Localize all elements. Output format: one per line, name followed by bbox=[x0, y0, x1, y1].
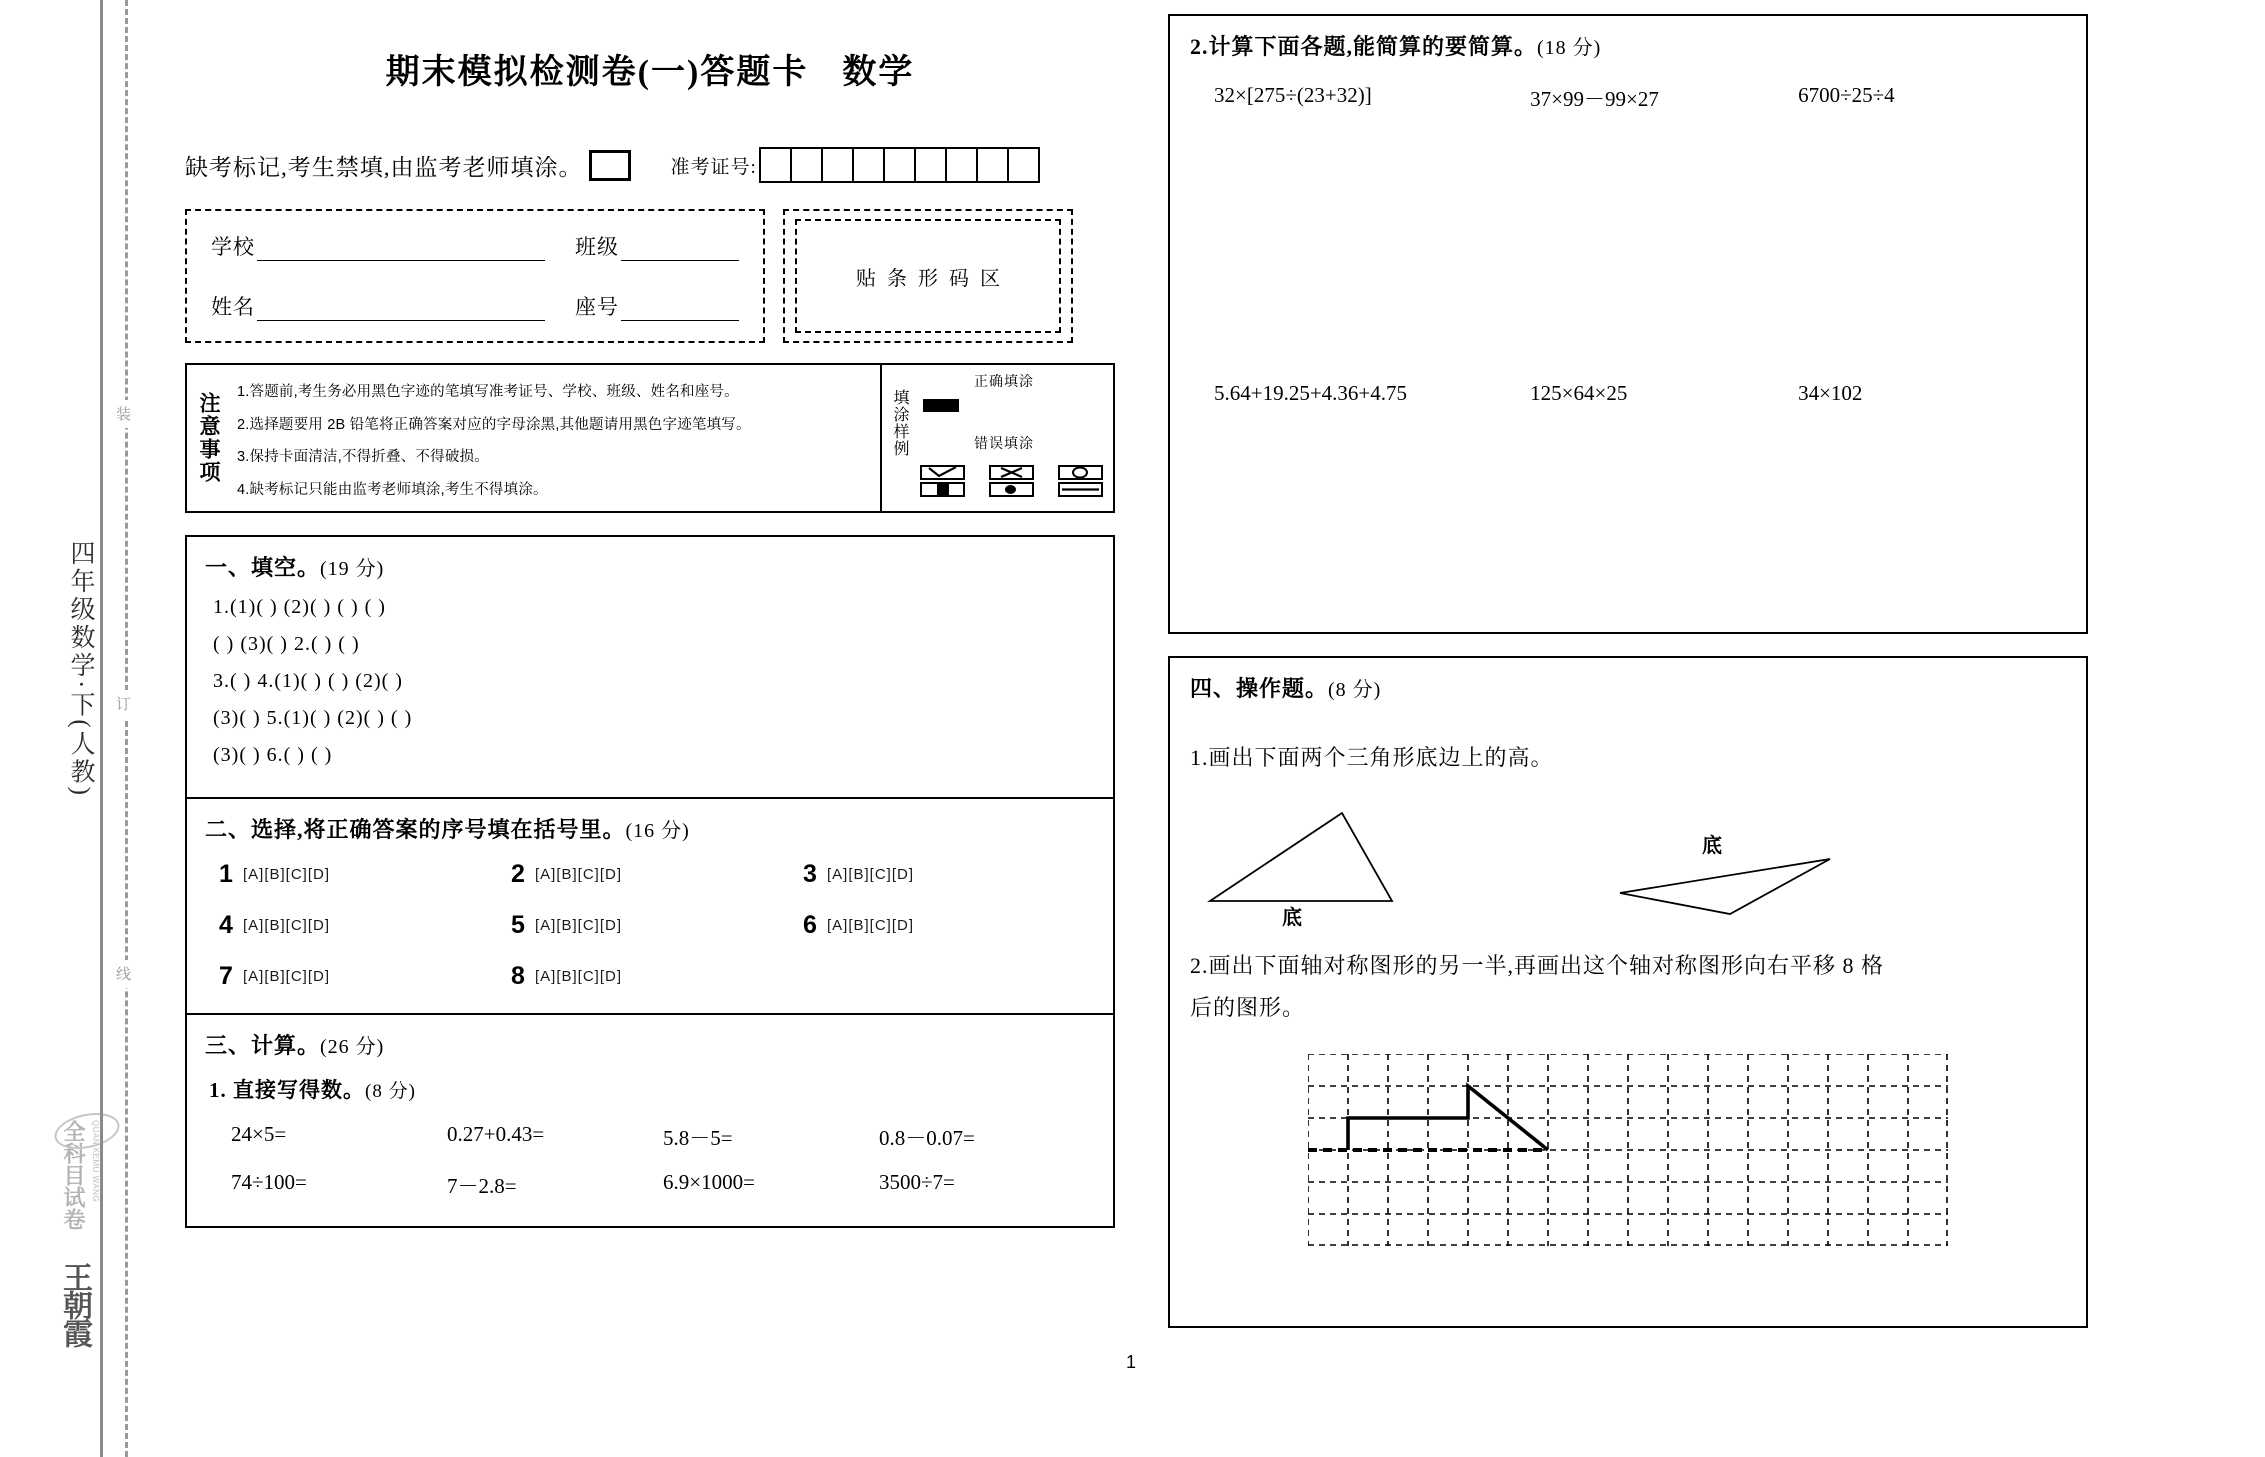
cross-mark-icon bbox=[989, 465, 1034, 480]
triangle-shapes-svg[interactable] bbox=[1190, 789, 2050, 939]
calc-question[interactable]: 32×[275÷(23+32)] bbox=[1214, 83, 1372, 107]
section1-points: (19 分) bbox=[320, 558, 385, 580]
section3-points: (26 分) bbox=[320, 1036, 385, 1058]
section3-sub2-title: 2.计算下面各题,能简算的要简算。 bbox=[1190, 34, 1538, 59]
fill-sample-label: 填涂样例 bbox=[891, 389, 908, 457]
choice-number: 8 bbox=[511, 962, 525, 990]
admission-cell[interactable] bbox=[1009, 149, 1038, 181]
notes-list bbox=[231, 365, 880, 511]
oral-question[interactable]: 0.27+0.43= bbox=[447, 1122, 545, 1146]
admission-cell[interactable] bbox=[792, 149, 823, 181]
choice-item-6[interactable] bbox=[803, 911, 1095, 940]
seat-input[interactable] bbox=[621, 300, 739, 321]
seat-label: 座号 bbox=[575, 295, 619, 319]
choice-bubbles[interactable]: [A][B][C][D] bbox=[535, 917, 623, 934]
choice-item-4[interactable] bbox=[219, 911, 511, 940]
admission-number-label: 准考证号: bbox=[670, 156, 757, 178]
choice-number: 4 bbox=[219, 911, 233, 939]
section3-sub2-heading bbox=[1190, 30, 2066, 61]
calc-row-2 bbox=[1214, 381, 2066, 406]
fill-answer-row[interactable]: 3.( ) 4.(1)( ) ( ) (2)( ) bbox=[213, 670, 403, 692]
page-title-subject: 数学 bbox=[842, 54, 915, 91]
symmetry-grid-figure[interactable] bbox=[1190, 1054, 2066, 1246]
admission-cell[interactable] bbox=[978, 149, 1009, 181]
oral-question[interactable]: 5.8－5= bbox=[663, 1126, 733, 1150]
choice-bubbles[interactable]: [A][B][C][D] bbox=[243, 866, 331, 883]
note-item: 4.缺考标记只能由监考老师填涂,考生不得填涂。 bbox=[237, 482, 548, 499]
section2-title: 二、选择,将正确答案的序号填在括号里。 bbox=[205, 817, 626, 842]
notes-title: 注意事项 bbox=[197, 392, 221, 484]
cut-mark-xian: 线 bbox=[112, 960, 133, 988]
section3-heading bbox=[205, 1029, 1095, 1060]
choice-number: 2 bbox=[511, 860, 525, 888]
school-input[interactable] bbox=[257, 240, 545, 261]
symmetry-grid-svg[interactable] bbox=[1308, 1054, 1948, 1246]
oral-question[interactable]: 7－2.8= bbox=[447, 1174, 517, 1198]
cut-dashed-line bbox=[125, 0, 128, 1457]
choice-bubbles[interactable]: [A][B][C][D] bbox=[827, 917, 915, 934]
wrong-fill-label: 错误填涂 bbox=[974, 437, 1034, 452]
right-column bbox=[1168, 14, 2088, 1328]
wrong-example-circle bbox=[1058, 465, 1103, 499]
calc-row-1 bbox=[1214, 83, 2066, 113]
section4-q2-line1: 2.画出下面轴对称图形的另一半,再画出这个轴对称图形向右平移 8 格 bbox=[1190, 952, 1885, 978]
wrong-fill-examples bbox=[920, 465, 1103, 499]
section2-points: (16 分) bbox=[625, 820, 690, 842]
choice-bubbles[interactable]: [A][B][C][D] bbox=[243, 917, 331, 934]
choice-number: 3 bbox=[803, 860, 817, 888]
choice-number: 5 bbox=[511, 911, 525, 939]
oral-question[interactable]: 3500÷7= bbox=[879, 1170, 955, 1194]
oral-question[interactable]: 6.9×1000= bbox=[663, 1170, 755, 1194]
triangles-figure bbox=[1190, 789, 2066, 939]
oral-question[interactable]: 24×5= bbox=[231, 1122, 287, 1146]
calc-question[interactable]: 125×64×25 bbox=[1530, 381, 1628, 405]
section-operations bbox=[1168, 656, 2088, 1328]
notes-section bbox=[185, 363, 1115, 513]
class-label: 班级 bbox=[575, 235, 619, 259]
oral-calc-row-1 bbox=[231, 1122, 1095, 1152]
section-multiple-choice bbox=[185, 799, 1115, 1015]
name-input[interactable] bbox=[257, 300, 545, 321]
section3-title: 三、计算。 bbox=[205, 1033, 321, 1058]
dot-fill-icon bbox=[989, 482, 1034, 497]
choice-bubbles[interactable]: [A][B][C][D] bbox=[827, 866, 915, 883]
choice-item-5[interactable] bbox=[511, 911, 803, 940]
choice-number: 6 bbox=[803, 911, 817, 939]
absent-mark-row bbox=[185, 147, 1115, 183]
section4-question-1: 1.画出下面两个三角形底边上的高。 bbox=[1190, 745, 1554, 770]
school-class-line bbox=[211, 231, 739, 261]
admission-cell[interactable] bbox=[885, 149, 916, 181]
brand-name-cn: 王朝霞 bbox=[58, 1262, 91, 1346]
oral-calc-row-2 bbox=[231, 1170, 1095, 1200]
wrong-example-check bbox=[920, 465, 965, 499]
section3-sub1-heading bbox=[209, 1074, 1095, 1104]
choice-item-8[interactable] bbox=[511, 962, 803, 991]
section2-heading bbox=[205, 813, 1095, 844]
class-input[interactable] bbox=[621, 240, 739, 261]
choice-bubbles[interactable]: [A][B][C][D] bbox=[535, 968, 623, 985]
logo-text: 全科目试卷 bbox=[61, 1120, 86, 1230]
fill-answer-row[interactable]: ( ) (3)( ) 2.( ) ( ) bbox=[213, 633, 360, 655]
calc-question[interactable]: 5.64+19.25+4.36+4.75 bbox=[1214, 381, 1408, 405]
cut-mark-zhuang: 装 bbox=[112, 400, 133, 428]
choice-number: 7 bbox=[219, 962, 233, 990]
admission-cell[interactable] bbox=[916, 149, 947, 181]
student-info-box bbox=[185, 209, 765, 343]
section3-sub1-points: (8 分) bbox=[365, 1081, 416, 1102]
triangle-base-label-left: 底 bbox=[1282, 906, 1302, 929]
barcode-area-label: 贴条形码区 bbox=[795, 219, 1061, 333]
section4-heading bbox=[1190, 672, 2066, 703]
half-fill-icon bbox=[920, 482, 965, 497]
section4-question-2 bbox=[1190, 945, 2066, 1029]
page-number: 1 bbox=[1126, 1352, 1137, 1372]
calc-question[interactable]: 34×102 bbox=[1798, 381, 1863, 405]
spine-subject-title: 四年级数学·下(人教) bbox=[67, 540, 94, 798]
section-computation bbox=[185, 1015, 1115, 1228]
choice-bubbles[interactable]: [A][B][C][D] bbox=[243, 968, 331, 985]
check-mark-icon bbox=[920, 465, 965, 480]
fill-answer-row[interactable]: 1.(1)( ) (2)( ) ( ) ( ) bbox=[213, 596, 386, 618]
school-label: 学校 bbox=[211, 235, 255, 259]
absent-notice-text: 缺考标记,考生禁填,由监考老师填涂。 bbox=[185, 154, 583, 180]
correct-fill-label: 正确填涂 bbox=[974, 375, 1034, 390]
section4-points: (8 分) bbox=[1328, 679, 1382, 701]
barcode-area bbox=[783, 209, 1073, 343]
section1-title: 一、填空。 bbox=[205, 555, 321, 580]
calc-question[interactable]: 6700÷25÷4 bbox=[1798, 83, 1895, 107]
fill-answer-row[interactable]: (3)( ) 5.(1)( ) (2)( ) ( ) bbox=[213, 707, 413, 729]
admission-number-grid[interactable] bbox=[759, 147, 1040, 183]
oral-question[interactable]: 0.8－0.07= bbox=[879, 1126, 975, 1150]
circle-mark-icon bbox=[1058, 465, 1103, 480]
cut-mark-ding: 订 bbox=[112, 690, 133, 718]
name-seat-line bbox=[211, 291, 739, 321]
choice-item-2[interactable] bbox=[511, 860, 803, 889]
section-fill-in-blanks bbox=[185, 535, 1115, 799]
strike-mark-icon bbox=[1058, 482, 1103, 497]
triangle-base-label-right: 底 bbox=[1702, 834, 1722, 857]
logo-pinyin: QUAN KEMU WANG bbox=[91, 1120, 100, 1203]
oral-question[interactable]: 74÷100= bbox=[231, 1170, 307, 1194]
left-column bbox=[185, 14, 1115, 1228]
admission-cell[interactable] bbox=[854, 149, 885, 181]
section-simplified-calculation bbox=[1168, 14, 2088, 634]
note-item: 1.答题前,考生务必用黑色字迹的笔填写准考证号、学校、班级、姓名和座号。 bbox=[237, 383, 739, 400]
wrong-example-cross bbox=[989, 465, 1034, 499]
section3-sub2-points: (18 分) bbox=[1537, 37, 1602, 59]
page-title-main: 期末模拟检测卷(一)答题卡 bbox=[385, 54, 809, 91]
section3-sub1-title: 1. 直接写得数。 bbox=[209, 1078, 365, 1102]
section1-heading bbox=[205, 551, 1095, 582]
student-info-wrapper bbox=[185, 209, 1115, 343]
note-item: 2.选择题要用 2B 铅笔将正确答案对应的字母涂黑,其他题请用黑色字迹笔填写。 bbox=[237, 416, 751, 433]
section4-q2-line2: 后的图形。 bbox=[1190, 994, 1306, 1020]
absent-checkbox[interactable] bbox=[589, 150, 631, 181]
name-label: 姓名 bbox=[211, 295, 255, 319]
admission-cell[interactable] bbox=[947, 149, 978, 181]
choice-item-7[interactable] bbox=[219, 962, 511, 991]
correct-fill-mark bbox=[923, 399, 959, 412]
choice-item-3[interactable] bbox=[803, 860, 1095, 889]
choice-item-1[interactable] bbox=[219, 860, 511, 889]
page-title bbox=[185, 44, 1115, 93]
section4-title: 四、操作题。 bbox=[1190, 676, 1329, 701]
fill-answer-row[interactable]: (3)( ) 6.( ) ( ) bbox=[213, 744, 333, 766]
calc-question[interactable]: 37×99－99×27 bbox=[1530, 87, 1659, 111]
note-item: 3.保持卡面清洁,不得折叠、不得破损。 bbox=[237, 449, 489, 466]
choice-bubbles[interactable]: [A][B][C][D] bbox=[535, 866, 623, 883]
admission-cell[interactable] bbox=[761, 149, 792, 181]
admission-cell[interactable] bbox=[823, 149, 854, 181]
fill-sample-box bbox=[880, 365, 1113, 511]
choice-number: 1 bbox=[219, 860, 233, 888]
choice-grid bbox=[219, 860, 1095, 991]
